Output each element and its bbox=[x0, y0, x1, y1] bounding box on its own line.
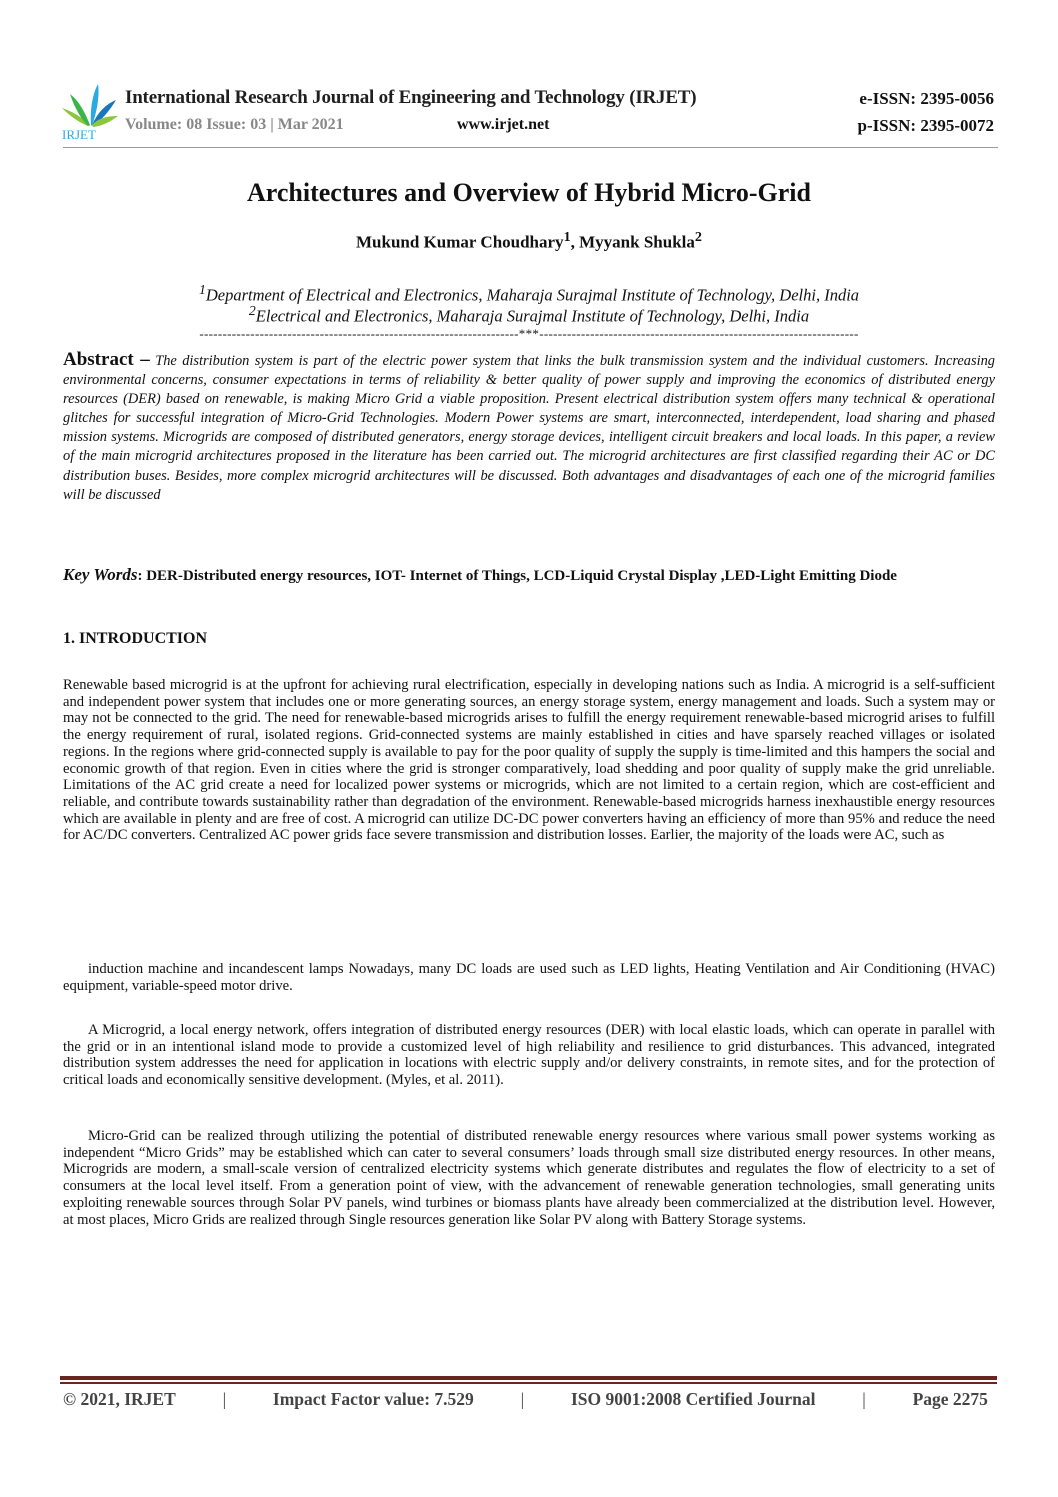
author-1: Mukund Kumar Choudhary bbox=[356, 232, 564, 252]
page-number: Page 2275 bbox=[912, 1389, 988, 1409]
abstract-text: The distribution system is part of the electric power system that links the bulk transmission system and the individual customers. Increasing environmental concerns, consumer expectations in terms of reliability & better quality of power supply and improving the economics of distributed energy resources (DER) based on renewable, is making Micro Grid a viable proposition. Present electrical distribution system offers many technical & operational glitches for successful integration of Micro-Grid Technologies. Modern Power systems are smart, interconnected, interdependent, load sharing and phased mission systems. Microgrids are composed of distributed generators, energy storage devices, intelligent circuit breakers and local loads. In this paper, a review of the main microgrid architectures proposed in the literature has been carried out. The microgrid architectures are first classified regarding their AC or DC distribution buses. Besides, more complex microgrid architectures will be discussed. Both advantages and disadvantages of each one of the microgrid families will be discussed bbox=[63, 353, 995, 503]
footer-separator: | bbox=[862, 1389, 866, 1409]
abstract bbox=[63, 350, 995, 505]
section-heading: 1. INTRODUCTION bbox=[63, 630, 208, 647]
author-2-sup: 2 bbox=[694, 229, 702, 245]
footer bbox=[63, 1389, 988, 1410]
footer-rule-thin bbox=[60, 1382, 997, 1384]
keywords bbox=[63, 563, 995, 588]
journal-name: International Research Journal of Engineering and Technology (IRJET) bbox=[125, 87, 697, 108]
paragraph: A Microgrid, a local energy network, offers integration of distributed energy resources (DER) with local elastic loads, which can operate in parallel with the grid or in an intentional island mode to provide a customized level of high reliability and resilience to grid disturbances. This advanced, integrated distribution system addresses the need for application in locations with electric supply and/or delivery constraints, in remote sites, and for the protection of critical loads and economically sensitive development. (Myles, et al. 2011). bbox=[63, 1022, 995, 1089]
paper-title: Architectures and Overview of Hybrid Micro-Grid bbox=[247, 178, 811, 207]
separator-line: ---------------------------------------------------------------------***--------------------------------------------------------------------- bbox=[199, 326, 859, 341]
keywords-text: : DER-Distributed energy resources, IOT- Internet of Things, LCD-Liquid Crystal Display ,LED-Light Emitting Diode bbox=[137, 568, 897, 584]
author-sep: , bbox=[570, 232, 580, 252]
author-2: Myyank Shukla bbox=[579, 232, 695, 252]
affiliation-1 bbox=[0, 282, 1058, 306]
iso-cert: ISO 9001:2008 Certified Journal bbox=[570, 1389, 816, 1409]
footer-rule bbox=[60, 1376, 997, 1380]
authors bbox=[0, 229, 1058, 253]
logo-text: IRJET bbox=[62, 127, 96, 140]
copyright: © 2021, IRJET bbox=[63, 1389, 176, 1409]
affiliation-2 bbox=[0, 303, 1058, 327]
paragraph: induction machine and incandescent lamps Nowadays, many DC loads are used such as LED lights, Heating Ventilation and Air Conditioning (HVAC) equipment, variable-speed motor drive. bbox=[63, 961, 995, 994]
aff-sup: 1 bbox=[198, 282, 206, 297]
aff-sup: 2 bbox=[248, 303, 256, 318]
aff-text: Department of Electrical and Electronics, Maharaja Surajmal Institute of Technology, Delhi, India bbox=[205, 285, 860, 305]
footer-separator: | bbox=[222, 1389, 227, 1409]
paragraph: Renewable based microgrid is at the upfront for achieving rural electrification, especially in developing nations such as India. A microgrid is a self-sufficient and independent power system that includes one or more generating sources, an energy storage system, energy management and loads. Such a system may or may not be connected to the grid. The need for renewable-based microgrids arises to fulfill the energy requirement renewable-based microgrid arises to fulfill the energy requirement of rural, isolated regions. Grid-connected systems are mainly established in cities and have sparsely reached villages or isolated regions. In the regions where grid-connected supply is available to pay for the poor quality of supply the supply is time-limited and this hampers the social and economic growth of that region. Even in cities where the grid is stronger comparatively, load shedding and poor quality of supply make the grid unreliable. Limitations of the AC grid create a need for localized power systems or microgrids, which are not limited to a certain region, which are cost-efficient and reliable, and contribute towards sustainability rather than degradation of the environment. Renewable-based microgrids harness inexhaustible energy resources which are available in plenty and are free of cost. A microgrid can utilize DC-DC power converters having an efficiency of more than 95% and reduce the need for AC/DC converters. Centralized AC power grids face severe transmission and distribution losses. Earlier, the majority of the loads were AC, such as bbox=[63, 677, 995, 844]
header-divider bbox=[63, 147, 998, 148]
impact-factor: Impact Factor value: 7.529 bbox=[272, 1389, 474, 1409]
irjet-logo bbox=[60, 80, 120, 140]
aff-text: Electrical and Electronics, Maharaja Surajmal Institute of Technology, Delhi, India bbox=[255, 306, 810, 326]
paragraph: Micro-Grid can be realized through utilizing the potential of distributed renewable energy resources where various small power systems working as independent “Micro Grids” may be established which can cater to several consumers’ loads through small size distributed energy resources. In other means, Microgrids are modern, a small-scale version of centralized electricity systems which generate distributes and regulates the flow of electricity to a set of consumers at the local level itself. From a generation point of view, with the advancement of renewable generation technologies, small generating units exploiting renewable sources through Solar PV panels, wind turbines or biomass plants have already been commercialized at the distribution level. However, at most places, Micro Grids are realized through Single resources generation like Solar PV along with Battery Storage systems. bbox=[63, 1128, 995, 1228]
footer-separator: | bbox=[520, 1389, 525, 1409]
keywords-label: Key Words bbox=[63, 565, 138, 584]
e-issn: e-ISSN: 2395-0056 bbox=[859, 89, 994, 108]
volume-issue: Volume: 08 Issue: 03 | Mar 2021 bbox=[125, 116, 344, 133]
abstract-label: Abstract – bbox=[63, 349, 150, 370]
p-issn: p-ISSN: 2395-0072 bbox=[857, 116, 994, 135]
journal-url[interactable]: www.irjet.net bbox=[457, 116, 550, 133]
author-1-sup: 1 bbox=[563, 229, 571, 245]
